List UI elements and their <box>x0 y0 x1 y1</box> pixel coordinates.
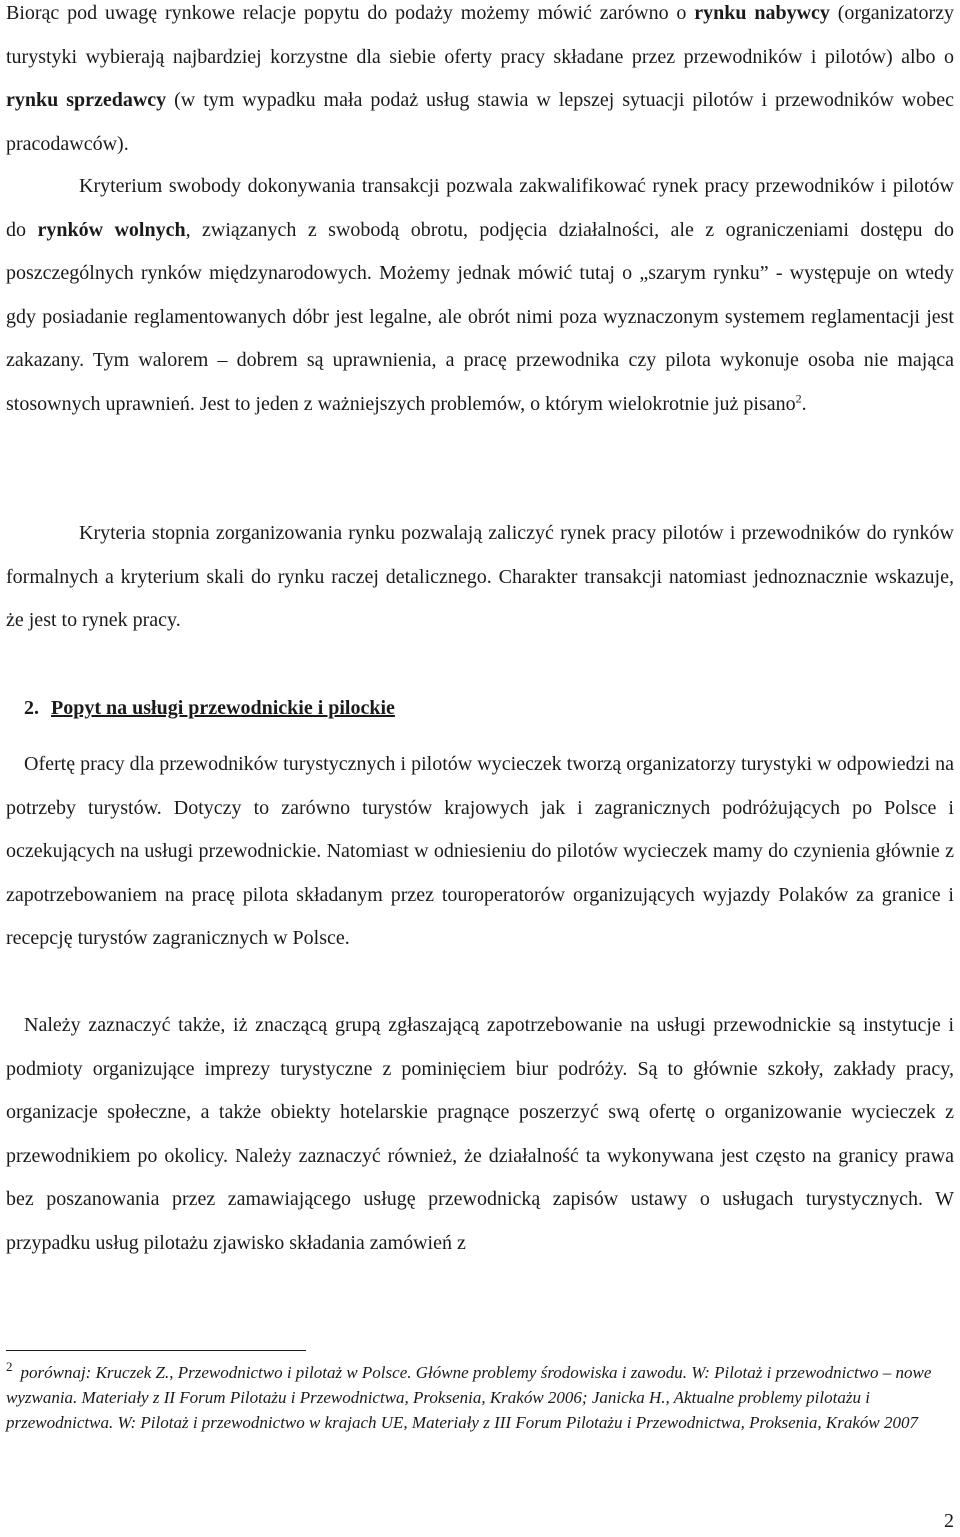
paragraph-institutions: Należy zaznaczyć także, iż znaczącą grupą zgłaszającą zapotrzebowanie na usługi przewodnickie są instytucje i podmioty organizujące imprezy turystyczne z pominięciem biur podróży. Są to głównie szkoły, zakłady pracy, organizacje społeczne, a także obiekty hotelarskie pragnące poszerzyć swą ofertę o organizowanie wycieczek z przewodnikiem po okolicy. Należy zaznaczyć również, że działalność ta wykonywana jest często na granicy prawa bez poszanowania przez zamawiającego usługę przewodnicką zapisów ustawy o usługach turystycznych. W przypadku usług pilotażu zjawisko składania zamówień z <box>6 1014 954 1254</box>
paragraph-text: (organizatorzy turystyki wybierają najbardziej korzystne dla siebie oferty pracy składane przez przewodników i pilotów) albo o <box>6 2 954 68</box>
paragraph-text: (w tym wypadku mała podaż usług stawia w lepszej sytuacji pilotów i przewodników wobec pracodawców). <box>6 89 954 155</box>
footnote-reference: 2 <box>795 390 802 405</box>
footnote-divider <box>6 1350 306 1351</box>
bold-term-seller-market: rynku sprzedawcy <box>6 89 167 111</box>
footnote-text: porównaj: Kruczek Z., Przewodnictwo i pilotaż w Polsce. Główne problemy środowiska i zawodu. W: Pilotaż i przewodnictwo – nowe wyzwania. Materiały z II Forum Pilotażu i Przewodnictwa, Proksenia, Kraków 2006; Janicka H., Aktualne problemy pilotażu i przewodnictwa. W: Pilotaż i przewodnictwo w krajach UE, Materiały z III Forum Pilotażu i Przewodnictwa, Proksenia, Kraków 2007 <box>6 1363 932 1432</box>
paragraph-free-market <box>6 165 954 426</box>
page-number: 2 <box>944 1510 954 1532</box>
footnote <box>6 1360 954 1435</box>
paragraph-text: . <box>801 392 807 415</box>
paragraph-demand-offer: Ofertę pracy dla przewodników turystycznych i pilotów wycieczek tworzą organizatorzy turystyki w odpowiedzi na potrzeby turystów. Dotyczy to zarówno turystów krajowych jak i zagranicznych podróżujących po Polsce i oczekujących na usługi przewodnickie. Natomiast w odniesieniu do pilotów wycieczek mamy do czynienia głównie z zapotrzebowaniem na pracę pilota składanym przez touroperatorów organizujących wyjazdy Polaków za granice i recepcję turystów zagranicznych w Polsce. <box>6 753 954 949</box>
section-heading <box>24 688 395 728</box>
paragraph-market-relations <box>6 0 954 166</box>
paragraph-market-organization: Kryteria stopnia zorganizowania rynku pozwalają zaliczyć rynek pracy pilotów i przewodników do rynków formalnych a kryterium skali do rynku raczej detalicznego. Charakter transakcji natomiast jednoznacznie wskazuje, że jest to rynek pracy. <box>6 522 954 631</box>
paragraph-text: Biorąc pod uwagę rynkowe relacje popytu do podaży możemy mówić zarówno o <box>6 2 695 24</box>
footnote-mark: 2 <box>6 1359 13 1375</box>
section-number: 2. <box>24 697 39 719</box>
section-title: Popyt na usługi przewodnickie i pilockie <box>51 697 395 719</box>
paragraph-text: Kryterium swobody dokonywania transakcji pozwala zakwalifikować rynek pracy przewodników i pilotów do <box>6 175 954 241</box>
bold-term-free-markets: rynków wolnych <box>37 218 186 241</box>
bold-term-buyer-market: rynku nabywcy <box>694 2 830 24</box>
paragraph-text: , związanych z swobodą obrotu, podjęcia działalności, ale z ograniczeniami dostępu do poszczególnych rynków międzynarodowych. Możemy jednak mówić tutaj o „szarym rynku” - występuje on wtedy gdy posiadanie reglamentowanych dóbr jest legalne, ale obrót nimi poza wyznaczonym systemem reglamentacji jest zakazany. Tym walorem – dobrem są uprawnienia, a pracę przewodnika czy pilota wykonuje osoba nie mająca stosownych uprawnień. Jest to jeden z ważniejszych problemów, o którym wielokrotnie już pisano <box>6 218 954 415</box>
